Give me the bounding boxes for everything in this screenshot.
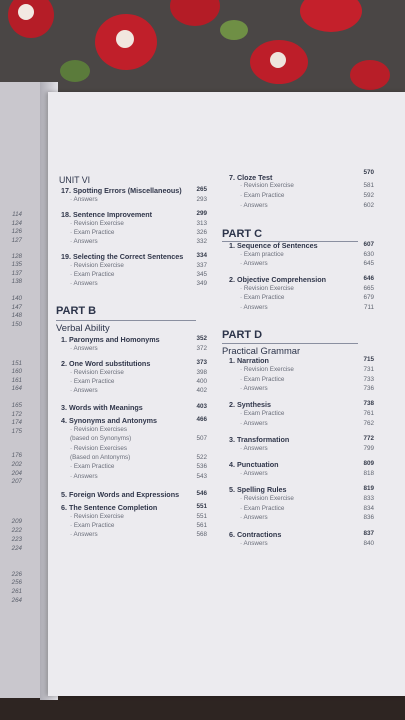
toc-subentry: · Answers — [240, 470, 268, 477]
toc-entry-title: 2. One Word substitutions — [61, 359, 151, 368]
margin-page-number: 165 — [11, 402, 22, 409]
toc-subentry: · Exam Practice — [70, 522, 115, 529]
toc-subentry-page: 398 — [196, 369, 207, 376]
toc-subentry-page: 522 — [196, 453, 207, 461]
toc-subentry: · Answers — [70, 195, 98, 203]
toc-subentry-page: 400 — [196, 378, 207, 385]
toc-subentry: · Answers — [70, 531, 98, 538]
toc-subentry: · Revision Exercise — [240, 284, 294, 292]
margin-page-number: 261 — [11, 588, 22, 595]
margin-page-number: 256 — [11, 579, 22, 586]
toc-entry-page: 466 — [196, 416, 207, 423]
toc-subentry-page: 507 — [196, 435, 207, 443]
toc-subentry: · Exam Practice — [240, 504, 285, 512]
margin-page-number: 175 — [11, 428, 22, 435]
toc-entry-page: 570 — [363, 169, 374, 176]
toc-entry-page: 551 — [196, 503, 207, 510]
toc-entry-page: 772 — [363, 435, 374, 442]
part-b-title: Verbal Ability — [56, 322, 110, 333]
toc-subentry-page: 733 — [363, 375, 374, 383]
toc-subentry-page: 543 — [196, 472, 207, 480]
margin-page-number: 204 — [11, 470, 22, 477]
toc-subentry-page: 326 — [196, 228, 207, 236]
toc-entry-title: 17. Spotting Errors (Miscellaneous) — [61, 186, 182, 195]
toc-subentry: · Exam practice — [240, 250, 284, 258]
toc-entry-title: 1. Paronyms and Homonyms — [61, 335, 160, 344]
part-c-heading: PART C — [222, 228, 263, 240]
toc-entry-page: 715 — [363, 356, 374, 363]
margin-page-number: 140 — [11, 295, 22, 302]
toc-subentry: · Answers — [240, 202, 268, 209]
margin-page-number: 137 — [11, 270, 22, 277]
toc-subentry: · Answers — [70, 279, 98, 287]
toc-entry-page: 607 — [363, 241, 374, 248]
toc-subentry-page: 834 — [363, 504, 374, 512]
part-d-heading: PART D — [222, 329, 263, 341]
toc-subentry-page: 592 — [363, 192, 374, 199]
toc-entry-title: 2. Synthesis — [229, 400, 271, 409]
toc-entry-page: 819 — [363, 485, 374, 492]
margin-page-number: 114 — [12, 211, 22, 218]
toc-subentry: · Revision Exercise — [70, 261, 124, 269]
toc-entry-title: 4. Synonyms and Antonyms — [61, 416, 157, 425]
toc-subentry: · Revision Exercise — [70, 219, 124, 227]
toc-subentry: · Answers — [240, 419, 268, 427]
toc-subentry: · Answers — [70, 237, 98, 245]
toc-subentry: · Revision Exercise — [240, 366, 294, 373]
margin-page-number: 207 — [11, 478, 22, 485]
toc-subentry: · Exam Practice — [240, 192, 285, 199]
toc-entry-page: 546 — [196, 490, 207, 497]
part-b-heading: PART B — [56, 305, 97, 317]
margin-page-number: 148 — [11, 312, 22, 319]
toc-subentry-page: 840 — [363, 540, 374, 547]
toc-subentry: · Answers — [240, 514, 268, 521]
toc-subentry: (Based on Antonyms) — [70, 453, 131, 461]
toc-subentry: (based on Synonyms) — [70, 435, 132, 443]
toc-subentry-page: 602 — [363, 202, 374, 209]
toc-subentry-page: 293 — [196, 195, 207, 203]
toc-subentry-page: 402 — [196, 387, 207, 394]
toc-entry-page: 809 — [363, 460, 374, 467]
margin-page-number: 150 — [11, 321, 22, 328]
toc-entry-title: 7. Cloze Test — [229, 173, 273, 182]
toc-subentry-page: 679 — [363, 294, 374, 301]
toc-entry-page: 299 — [196, 210, 207, 217]
toc-entry-page: 837 — [363, 530, 374, 537]
toc-entry-title: 19. Selecting the Correct Sentences — [61, 252, 184, 261]
margin-page-number: 226 — [11, 571, 22, 578]
toc-subentry: · Answers — [240, 385, 268, 392]
toc-entry-page: 334 — [196, 252, 207, 259]
margin-page-number: 138 — [11, 278, 22, 285]
margin-page-number: 147 — [11, 304, 22, 311]
toc-entry-title: 3. Transformation — [229, 435, 290, 444]
margin-page-number: 135 — [11, 261, 22, 268]
toc-subentry-page: 731 — [363, 366, 374, 373]
margin-page-number: 160 — [11, 368, 22, 375]
toc-subentry-page: 561 — [196, 522, 207, 529]
toc-subentry: · Answers — [70, 345, 98, 352]
toc-subentry: · Answers — [70, 472, 98, 480]
toc-subentry-page: 372 — [196, 345, 207, 352]
toc-entry-title: 4. Punctuation — [229, 460, 279, 469]
toc-subentry-page: 345 — [196, 270, 207, 278]
toc-entry-title: 3. Words with Meanings — [61, 403, 143, 412]
toc-subentry-page: 762 — [363, 419, 374, 427]
toc-subentry-page: 349 — [196, 279, 207, 287]
margin-page-number: 176 — [11, 452, 22, 459]
margin-page-number: 209 — [11, 518, 22, 525]
toc-subentry-page: 568 — [196, 531, 207, 538]
toc-subentry-page: 332 — [196, 237, 207, 245]
margin-page-number: 128 — [11, 253, 22, 260]
toc-subentry-page: 551 — [196, 513, 207, 520]
toc-entry-page: 373 — [196, 359, 207, 366]
toc-subentry-page: 736 — [363, 385, 374, 392]
toc-subentry-page: 711 — [363, 303, 374, 311]
toc-subentry-page: 836 — [363, 514, 374, 521]
toc-subentry-page: 536 — [196, 463, 207, 471]
margin-page-number: 172 — [11, 411, 22, 418]
part-divider — [222, 343, 358, 344]
margin-page-number: 224 — [11, 545, 22, 552]
toc-subentry-page: 313 — [196, 219, 207, 227]
toc-subentry: · Answers — [240, 303, 268, 311]
toc-subentry: · Revision Exercise — [240, 182, 294, 189]
toc-subentry: · Answers — [240, 445, 268, 452]
toc-subentry: · Revision Exercise — [70, 513, 124, 520]
toc-entry-page: 738 — [363, 400, 374, 407]
margin-page-number: 124 — [11, 220, 22, 227]
toc-subentry-page: 581 — [363, 182, 374, 189]
toc-subentry-page: 645 — [363, 260, 374, 267]
margin-page-number: 161 — [11, 377, 22, 384]
margin-page-number: 127 — [11, 237, 22, 244]
toc-subentry: · Exam Practice — [240, 410, 285, 417]
margin-page-number: 223 — [11, 536, 22, 543]
unit-heading: UNIT VI — [59, 175, 91, 185]
margin-page-number: 174 — [11, 419, 22, 426]
toc-subentry: · Answers — [240, 540, 268, 547]
margin-page-number: 202 — [11, 461, 22, 468]
toc-subentry-page: 630 — [363, 250, 374, 258]
toc-entry-page: 352 — [196, 335, 207, 342]
toc-entry-title: 5. Spelling Rules — [229, 485, 287, 494]
toc-entry-title: 2. Objective Comprehension — [229, 275, 327, 284]
part-d-title: Practical Grammar — [222, 345, 301, 356]
toc-subentry: · Exam Practice — [70, 378, 115, 385]
toc-subentry-page: 799 — [363, 445, 374, 452]
toc-subentry: · Revision Exercises — [70, 426, 128, 433]
part-divider — [56, 320, 196, 321]
margin-page-number: 264 — [11, 597, 22, 604]
toc-subentry: · Exam Practice — [70, 463, 115, 471]
toc-subentry: · Revision Exercise — [70, 369, 124, 376]
toc-entry-title: 1. Sequence of Sentences — [229, 241, 318, 250]
toc-entry-page: 403 — [196, 403, 207, 410]
margin-page-number: 222 — [11, 527, 22, 534]
toc-subentry: · Revision Exercises — [70, 444, 128, 452]
toc-subentry: · Answers — [240, 260, 268, 267]
margin-page-number: 151 — [11, 360, 22, 367]
toc-entry-page: 646 — [363, 275, 374, 282]
toc-subentry: · Answers — [70, 387, 98, 394]
toc-subentry: · Exam Practice — [240, 375, 285, 383]
toc-subentry-page: 665 — [363, 284, 374, 292]
margin-page-number: 126 — [11, 228, 22, 235]
toc-entry-title: 18. Sentence Improvement — [61, 210, 153, 219]
toc-subentry-page: 818 — [363, 470, 374, 477]
toc-subentry: · Revision Exercise — [240, 495, 294, 502]
toc-entry-title: 6. The Sentence Completion — [61, 503, 158, 512]
toc-entry-title: 1. Narration — [229, 356, 269, 365]
toc-subentry-page: 337 — [196, 261, 207, 269]
toc-entry-title: 6. Contractions — [229, 530, 282, 539]
toc-subentry-page: 833 — [363, 495, 374, 502]
margin-page-number: 164 — [11, 385, 22, 392]
toc-entry-page: 265 — [196, 186, 207, 193]
toc-subentry: · Exam Practice — [70, 228, 115, 236]
toc-subentry: · Exam Practice — [70, 270, 115, 278]
toc-entry-title: 5. Foreign Words and Expressions — [61, 490, 180, 499]
toc-subentry: · Exam Practice — [240, 294, 285, 301]
toc-subentry-page: 761 — [363, 410, 374, 417]
